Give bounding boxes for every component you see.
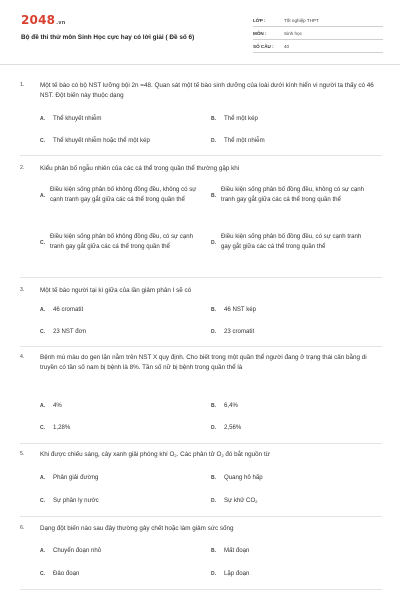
question-1	[20, 81, 382, 101]
q1-option-d[interactable]: D. Thể một nhiễm	[211, 137, 265, 144]
question-divider	[20, 516, 382, 517]
q2-option-b[interactable]: B. Điều kiện sống phân bố đồng đều, không có sự cạnh tranh gay gắt giữa các cá thể trong quần thể	[211, 186, 364, 203]
meta-grade: LỚP : Tốt nghiệp THPT	[253, 14, 383, 27]
q4-option-d[interactable]: D. 2,56%	[211, 424, 242, 431]
q2-option-c[interactable]: C. Điều kiện sống phân bố không đồng đều, có sự cạnh tranh gay gắt giữa các cá thể trong quần thể	[40, 233, 193, 250]
q3-option-d[interactable]: D. 23 cromatit	[211, 328, 255, 335]
question-2: 2. Kiểu phân bố ngẫu nhiên của các cá thể trong quần thể thường gặp khi	[20, 165, 240, 172]
q4-option-c[interactable]: C. 1,28%	[40, 424, 71, 431]
q4-option-b[interactable]: B. 6,4%	[211, 402, 238, 409]
question-divider	[20, 443, 382, 444]
q3-option-a[interactable]: A. 46 cromatit	[40, 306, 84, 313]
document-meta	[253, 14, 383, 53]
question-6: 6. Dạng đột biến nào sau đây thường gây chết hoặc làm giảm sức sống	[20, 525, 234, 532]
q5-option-c[interactable]: C. Sự phân ly nước	[40, 497, 99, 504]
meta-subject: MÔN : Sinh học	[253, 27, 383, 40]
q5-option-a[interactable]: A. Phân giải đường	[40, 474, 99, 481]
q3-option-c[interactable]: C. 23 NST đơn	[40, 328, 87, 335]
question-divider	[20, 589, 382, 590]
q5-option-d[interactable]: D. Sự khử $CO_2$	[211, 497, 258, 504]
question-5: 5. Khi được chiếu sáng, cây xanh giải phóng khí $O_2$. Các phân tử $O_2$ đó bắt nguồn từ	[20, 451, 270, 458]
meta-question-count: SỐ CÂU : 40	[253, 40, 383, 53]
question-stem: Một tế bào có bộ NST lưỡng bội 2n =48. Quan sát một tế bào sinh dưỡng của loài dưới kính hiển vi người ta thấy có 46 NST. Đột biến này thuộc dạng	[40, 82, 374, 99]
question-number: 1.	[20, 82, 25, 88]
q4-option-a[interactable]: A. 4%	[40, 402, 62, 409]
q5-option-b[interactable]: B. Quang hô hấp	[211, 474, 263, 481]
q1-option-b[interactable]: B. Thể một kép	[211, 115, 258, 122]
question-4: 4. Bệnh mù màu do gen lặn nằm trên NST X quy định. Cho biết trong một quần thể người đang ở trạng thái cân bằng di truyền có tần số nam bị bệnh là 8%. Tần số nữ bị bệnh trong quần thể là	[20, 354, 367, 371]
q6-option-b[interactable]: B. Mất đoạn	[211, 547, 250, 554]
q3-option-b[interactable]: B. 46 NST kép	[211, 306, 257, 313]
question-divider	[20, 155, 382, 156]
document-title: Bộ đề thi thử môn Sinh Học cực hay có lời giải ( Đề số 6)	[21, 34, 195, 41]
q2-option-a[interactable]: A. Điều kiện sống phân bố không đồng đều, không có sự cạnh tranh gay gắt giữa các cá thể trong quần thể	[40, 186, 197, 203]
page-header	[0, 0, 400, 66]
header-divider	[0, 64, 400, 65]
q6-option-d[interactable]: D. Lặp đoạn	[211, 570, 250, 577]
question-divider	[20, 346, 382, 347]
site-logo[interactable]: 2048.vn	[21, 13, 66, 27]
q6-option-a[interactable]: A. Chuyển đoạn nhỏ	[40, 547, 102, 554]
q2-option-d[interactable]: D. Điều kiện sống phân bố đồng đều, có sự cạnh tranh gay gắt giữa các cá thể trong quần thể	[211, 233, 362, 250]
q1-option-c[interactable]: C. Thể khuyết nhiễm hoặc thể một kép	[40, 137, 150, 144]
question-divider	[20, 277, 382, 278]
q1-option-a[interactable]: A. Thể khuyết nhiễm	[40, 115, 102, 122]
q6-option-c[interactable]: C. Đảo đoạn	[40, 570, 80, 577]
question-3: 3. Một tế bào người tại kì giữa của lần giảm phân I sẽ có	[20, 287, 192, 294]
